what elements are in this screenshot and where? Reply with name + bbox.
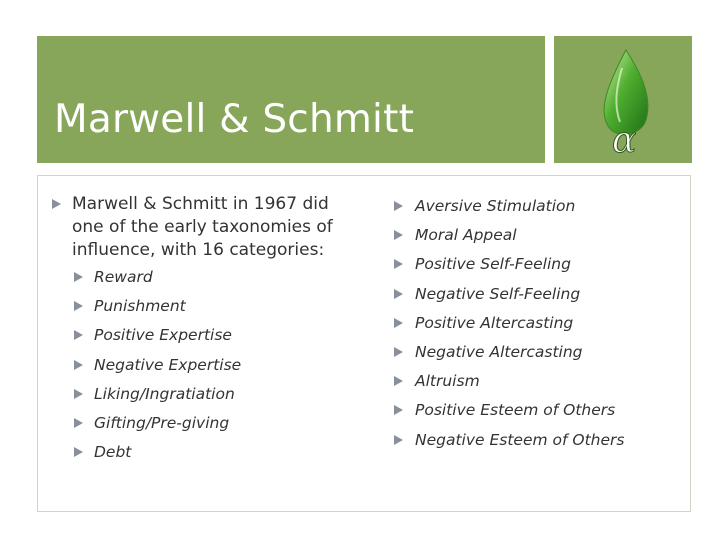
- intro-line: Marwell & Schmitt in 1967 did: [72, 194, 329, 214]
- bullet-icon: [394, 347, 403, 357]
- list-item-label: Gifting/Pre-giving: [94, 414, 230, 433]
- list-item: [394, 426, 694, 455]
- list-item-label: Punishment: [94, 297, 186, 316]
- list-item: [394, 221, 694, 250]
- bullet-icon: [74, 360, 83, 370]
- alpha-glyph: α: [612, 120, 637, 158]
- bullet-icon: [394, 230, 403, 240]
- list-item-label: Positive Esteem of Others: [415, 401, 616, 420]
- alpha-leaf-logo: [586, 48, 666, 158]
- list-item: [394, 250, 694, 279]
- list-item-label: Reward: [94, 268, 153, 286]
- bullet-icon: [394, 259, 403, 269]
- intro-line: influence, with 16 categories:: [72, 240, 325, 260]
- list-item: [52, 351, 372, 380]
- bullet-icon: [74, 301, 83, 311]
- list-item: [394, 309, 694, 338]
- slide-title: Marwell & Schmitt: [54, 97, 415, 142]
- list-item: [52, 263, 372, 292]
- list-item-label: Negative Altercasting: [415, 343, 583, 362]
- list-item: [394, 192, 694, 221]
- intro-bullet: [52, 193, 372, 262]
- bullet-icon: [74, 389, 83, 399]
- bullet-icon: [394, 435, 403, 445]
- intro-line: one of the early taxonomies of: [72, 217, 333, 237]
- list-item-label: Liking/Ingratiation: [94, 384, 235, 403]
- list-item-label: Altruism: [415, 372, 480, 391]
- list-item: [394, 396, 694, 425]
- list-item-label: Negative Self-Feeling: [415, 284, 581, 303]
- bullet-icon: [74, 418, 83, 428]
- list-item-label: Aversive Stimulation: [415, 197, 576, 215]
- bullet-icon: [74, 330, 83, 340]
- list-item-label: Negative Expertise: [94, 355, 242, 374]
- list-item-label: Negative Esteem of Others: [415, 430, 625, 449]
- list-item: [394, 367, 694, 396]
- list-item: [52, 292, 372, 321]
- bullet-icon: [74, 272, 83, 282]
- list-item: [394, 338, 694, 367]
- list-item: [52, 438, 372, 467]
- bullet-icon: [74, 447, 83, 457]
- left-column: [52, 193, 372, 467]
- bullet-icon: [394, 289, 403, 299]
- list-item: [394, 280, 694, 309]
- bullet-icon: [52, 199, 61, 209]
- list-item: [52, 321, 372, 350]
- list-item-label: Positive Altercasting: [415, 313, 574, 332]
- list-item: [52, 409, 372, 438]
- right-column: [394, 192, 694, 455]
- list-item-label: Debt: [94, 443, 132, 462]
- bullet-icon: [394, 376, 403, 386]
- list-item-label: Positive Expertise: [94, 326, 232, 345]
- bullet-icon: [394, 405, 403, 415]
- list-item-label: Positive Self-Feeling: [415, 255, 571, 274]
- bullet-icon: [394, 201, 403, 211]
- bullet-icon: [394, 318, 403, 328]
- list-item-label: Moral Appeal: [415, 226, 517, 245]
- list-item: [52, 380, 372, 409]
